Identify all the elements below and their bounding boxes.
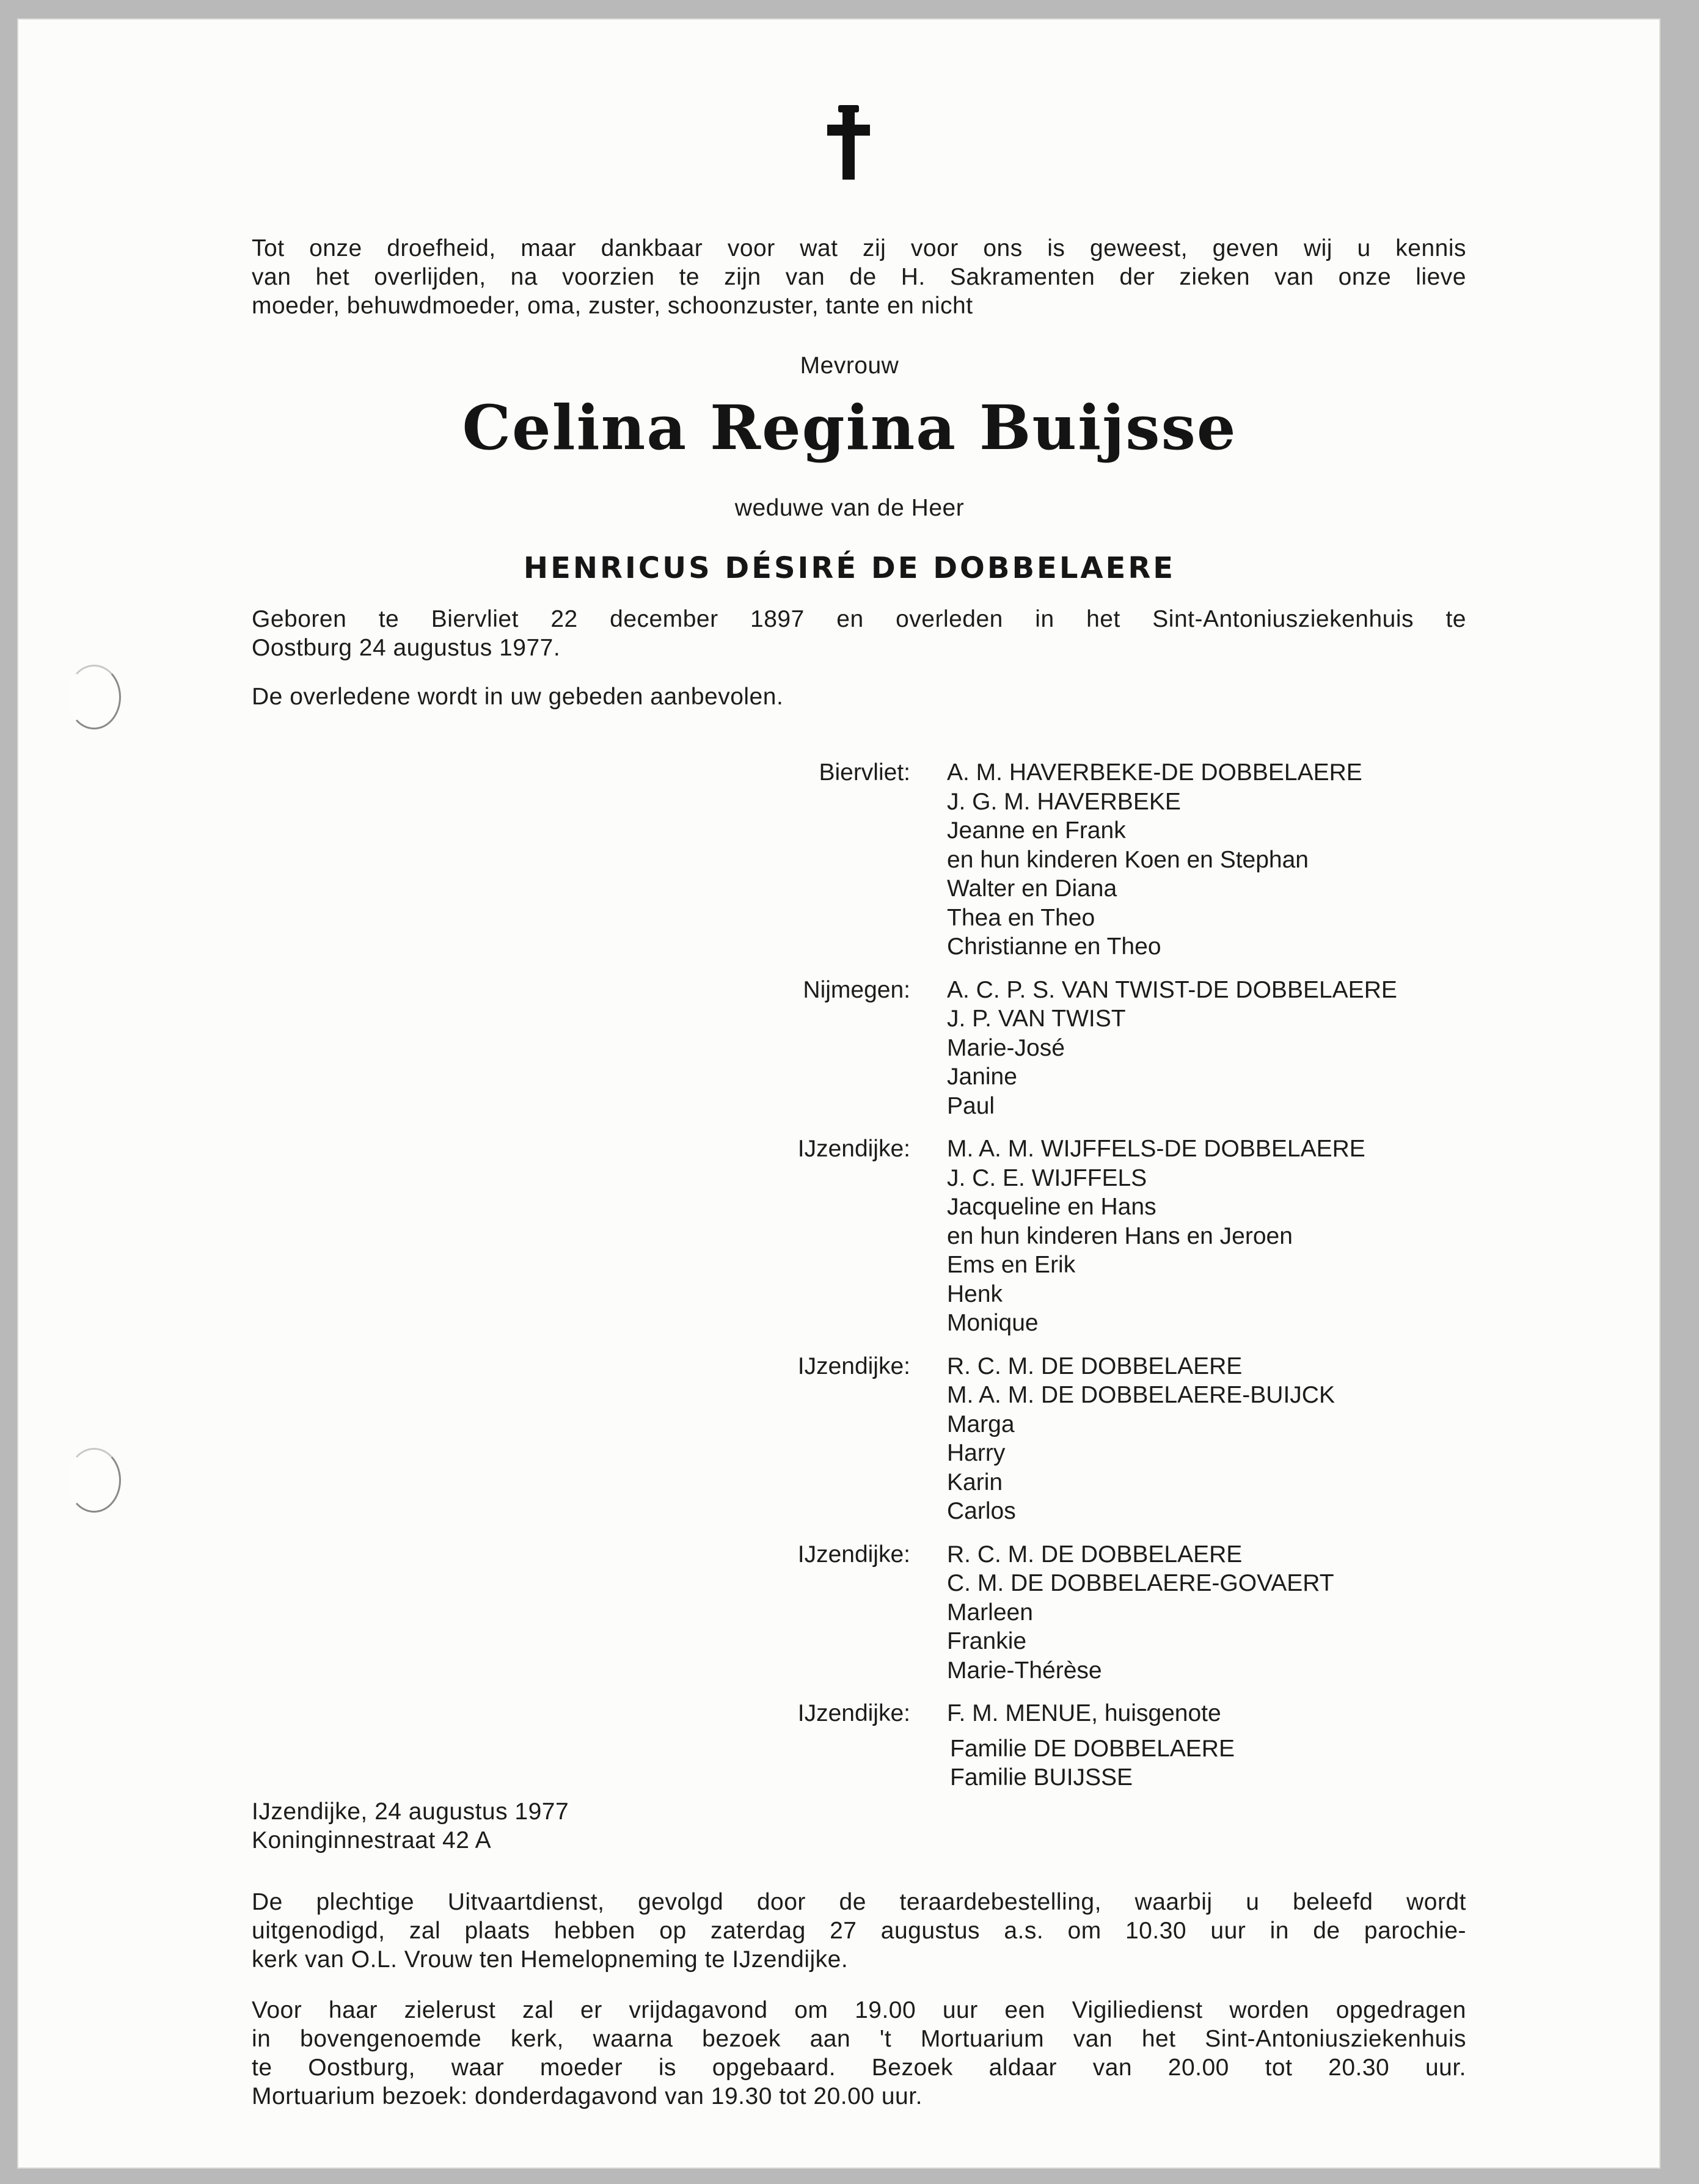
family-member: R. C. M. DE DOBBELAERE	[947, 1541, 1243, 1568]
family-member: M. A. M. WIJFFELS-DE DOBBELAERE	[947, 1136, 1365, 1162]
vigil-line: Mortuarium bezoek: donderdagavond van 19.30 tot 20.00 uur.	[252, 2083, 923, 2109]
family-place: IJzendijke:	[797, 1541, 910, 1568]
ceremony-line: kerk van O.L. Vrouw ten Hemelopneming te IJzendijke.	[252, 1946, 849, 1973]
family-member: en hun kinderen Hans en Jeroen	[947, 1222, 1293, 1249]
address-line: Koninginnestraat 42 A	[252, 1827, 492, 1853]
family-member: Janine	[947, 1064, 1017, 1090]
born-line: Oostburg 24 augustus 1977.	[252, 635, 561, 661]
ceremony-line: De plechtige Uitvaartdienst, gevolgd door de teraardebestelling, waarbij u beleefd wordt	[252, 1889, 1466, 1915]
title-prefix: Mevrouw	[800, 352, 899, 379]
intro-line: van het overlijden, na voorzien te zijn van de H. Sakramenten der zieken van onze lieve	[252, 264, 1466, 290]
family-list	[721, 758, 1515, 1792]
punch-hole	[67, 1448, 121, 1513]
family-extra-line: Familie DE DOBBELAERE	[950, 1735, 1235, 1762]
family-group	[721, 976, 1515, 1121]
family-member: F. M. MENUE, huisgenote	[947, 1700, 1221, 1726]
family-member: Walter en Diana	[947, 875, 1117, 902]
family-place: IJzendijke:	[797, 1353, 910, 1379]
cross-icon	[827, 105, 870, 180]
born-line: Geboren te Biervliet 22 december 1897 en overleden in het Sint-Antoniusziekenhuis te	[252, 606, 1466, 632]
vigil-line: te Oostburg, waar moeder is opgebaard. Bezoek aldaar van 20.00 tot 20.30 uur.	[252, 2054, 1466, 2081]
family-member: Henk	[947, 1280, 1003, 1307]
family-member: Thea en Theo	[947, 904, 1095, 931]
family-group	[721, 1352, 1515, 1526]
family-member: Monique	[947, 1310, 1039, 1336]
vigil-line: Voor haar zielerust zal er vrijdagavond om 19.00 uur een Vigiliedienst worden opgedragen	[252, 1997, 1466, 2023]
family-member: Karin	[947, 1469, 1003, 1496]
family-member: Marie-José	[947, 1034, 1065, 1061]
family-member: J. P. VAN TWIST	[947, 1006, 1126, 1032]
family-group	[721, 758, 1515, 962]
husband-name: HENRICUS DÉSIRÉ DE DOBBELAERE	[523, 551, 1176, 585]
intro-line: moeder, behuwdmoeder, oma, zuster, schoonzuster, tante en nicht	[252, 293, 973, 319]
family-member: C. M. DE DOBBELAERE-GOVAERT	[947, 1570, 1334, 1596]
family-member: Jeanne en Frank	[947, 817, 1126, 844]
family-member: Marga	[947, 1411, 1015, 1437]
family-member: M. A. M. DE DOBBELAERE-BUIJCK	[947, 1382, 1335, 1408]
widow-line: weduwe van de Heer	[734, 495, 965, 521]
family-member: A. M. HAVERBEKE-DE DOBBELAERE	[947, 759, 1362, 786]
family-extra	[950, 1734, 1515, 1792]
place-date	[252, 1797, 802, 1855]
birth-death-paragraph	[252, 605, 1466, 662]
ceremony-paragraph	[252, 1888, 1466, 1974]
recommendation: De overledene wordt in uw gebeden aanbevolen.	[252, 684, 784, 710]
family-member: Jacqueline en Hans	[947, 1194, 1156, 1220]
intro-paragraph	[252, 234, 1466, 320]
family-group	[721, 1134, 1515, 1338]
family-member: Harry	[947, 1440, 1006, 1466]
family-member: J. G. M. HAVERBEKE	[947, 788, 1181, 815]
vigil-paragraph	[252, 1996, 1466, 2111]
family-member: A. C. P. S. VAN TWIST-DE DOBBELAERE	[947, 976, 1397, 1003]
family-extra-line: Familie BUIJSSE	[950, 1764, 1133, 1791]
family-place: IJzendijke:	[797, 1700, 910, 1726]
family-member: Carlos	[947, 1498, 1016, 1524]
family-member: Christianne en Theo	[947, 933, 1161, 960]
ceremony-line: uitgenodigd, zal plaats hebben op zaterdag 27 augustus a.s. om 10.30 uur in de parochie-	[252, 1918, 1466, 1944]
vigil-line: in bovengenoemde kerk, waarna bezoek aan 't Mortuarium van het Sint-Antoniusziekenhuis	[252, 2026, 1466, 2052]
family-member: Marleen	[947, 1599, 1033, 1626]
family-member: Paul	[947, 1092, 995, 1119]
family-place: Biervliet:	[819, 759, 910, 786]
place-date-line: IJzendijke, 24 augustus 1977	[252, 1799, 569, 1825]
deceased-name: Celina Regina Buijsse	[462, 392, 1237, 464]
punch-hole	[67, 665, 121, 729]
family-member: en hun kinderen Koen en Stephan	[947, 846, 1309, 873]
family-group	[721, 1540, 1515, 1685]
family-member: R. C. M. DE DOBBELAERE	[947, 1353, 1243, 1379]
intro-line: Tot onze droefheid, maar dankbaar voor wat zij voor ons is geweest, geven wij u kennis	[252, 235, 1466, 261]
family-group	[721, 1699, 1515, 1728]
family-member: Frankie	[947, 1628, 1027, 1654]
family-member: Marie-Thérèse	[947, 1657, 1102, 1684]
family-place: Nijmegen:	[803, 976, 910, 1003]
family-member: Ems en Erik	[947, 1252, 1076, 1278]
family-place: IJzendijke:	[797, 1136, 910, 1162]
family-member: J. C. E. WIJFFELS	[947, 1164, 1147, 1191]
